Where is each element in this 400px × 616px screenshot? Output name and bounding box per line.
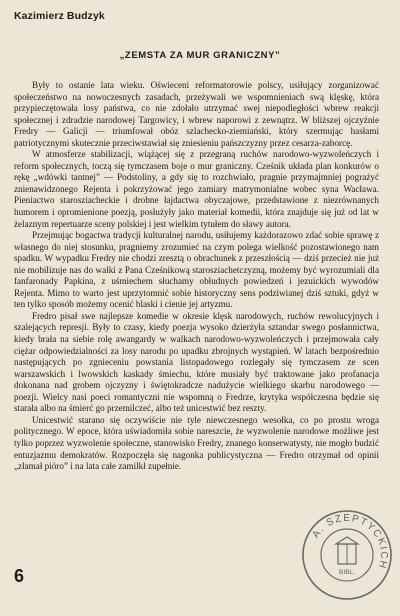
paragraph-3: Przejmując bogactwa tradycji kulturalnej narodu, usiłujemy każdorazowo zdać sobie sprawę z własnego do niej stosunku, pragniemy zrozumieć na czym polega wielkość pozostawionego nam spadku. W wypadku Fredry nie chodzi zresztą o obrachunek z przeszłością — dziś przecież nie już nie mobilizuje nas do walki z Pana Cześnikową starosziachetczyzną, możemy być wyrozumiali dla fanfaronady Papkina, z uśmiechem słuchamy obłudnych powiedzeń i jezuickich wywodów Rejenta. Mimo to warto jest uprzytomnić sobie historyczny sens podziwianej dziś sztuki, gdyż w ten tylko sposób możemy ocenić blaski i cienie jej artyzmu. [14, 230, 379, 310]
paragraph-2: W atmosferze stabilizacji, wiążącej się z przegraną ruchów narodowo-wyzwoleńczych i reform społecznych, toczą się tymczasem boje o mur graniczny. Cześnik układa plan konkurów o rękę „wdówki tantnej” — Podstoliny, a gdy się to rozchwiało, pragnie przymajmniej pograżyć znienawidzonego Rejenta i pokrzyżować jego zamiary matrymonialne wobec syna Wacława. Pieniactwo starosziacheckie i drobne łajdactwa obyczajowe, przedstawione z niezrównanych humorem i opromienione poezją, posłużyły jako materiał komedii, która znajduje się już od lat w żelaznym repertuarze sceny polskiej i jest wielkim tytułem do sławy autora. [14, 149, 379, 229]
page-number: 6 [14, 566, 25, 586]
stamp-outer-text: A. SZEPTYCKICH [310, 512, 390, 571]
body-text [14, 80, 379, 473]
library-stamp [300, 508, 394, 602]
stamp-emblem-icon [336, 537, 358, 564]
chapter-title: „ZEMSTA ZA MUR GRANICZNY” [119, 50, 281, 61]
stamp-inner-text: BIBL. [339, 569, 355, 576]
paragraph-5: Unicestwić starano się oczywiście nie tyle niewczesnego wesołka, co po prostu wroga politycznego. W epoce, która uświadomiła sobie nareszcie, że wyzwolenie narodowe możliwe jest tylko poprzez wyzwolenie społeczne, stanowisko Fredry, znanego konserwatysty, nie mogło budzić entuzjazmu demokratów. Rozpoczęła się nagonka publicystyczna — Fredro otrzymał od opinii „złamał pióro” i na lata całe zamilkł zupełnie. [14, 414, 379, 472]
paragraph-1: Były to ostanie lata wieku. Oświeceni reformatorowie polscy, usiłujący zorganizować społeczeństwo na nowoczesnych zasadach, przeżywali we wspomnieniach swą klęskę, która przypieczętowała losy państwa, co nie zdołało utrzymać swej niepodległości wbrew reakcji społecznej i zdradzie narodowej Targowicy, i wbrew naporowi z zewnątrz. W bliższej ojczyźnie Fredry — Galicji — triumfował obóz szlachecko-ziemiański, który szermując hasłami patriotycznymi skutecznie przeciwstawiał się zniesieniu pańszczyzny przez cesarza-zaborcę. [14, 80, 379, 148]
author-name: Kazimierz Budzyk [14, 10, 105, 22]
paragraph-4: Fredro pisał swe najlepsze komedie w okresie klęsk narodowych, ruchów rewolucyjnych i szalejących represji. Były to czasy, kiedy poezja wysoko dzierżyła sztandar swego posłannictwa, kiedy brała na siebie rolę awangardy w walkach narodowo-wyzwoleńczych i przejmowała cały ciężar odpowiedzialności za losy narodu po upadku zbrojnych wystąpień. W latach bezpośrednio następujących po zgnieceniu powstania listopadowego rozlegały się tymczasem ze scen warszawskich i lwowskich kaskady śmiechu, które musiały być traktowane jako profanacja dokonana nad grobem ojczyzny i świętokradcze nadużycie wielkiego skarbu narodowego — poezji. Wielcy nasi poeci romantyczni nie wspomną o Fredrze, krytyka współczesna będzie się starała albo na śmierć go przemilczeć, albo też unicestwić bez reszty. [14, 310, 379, 414]
